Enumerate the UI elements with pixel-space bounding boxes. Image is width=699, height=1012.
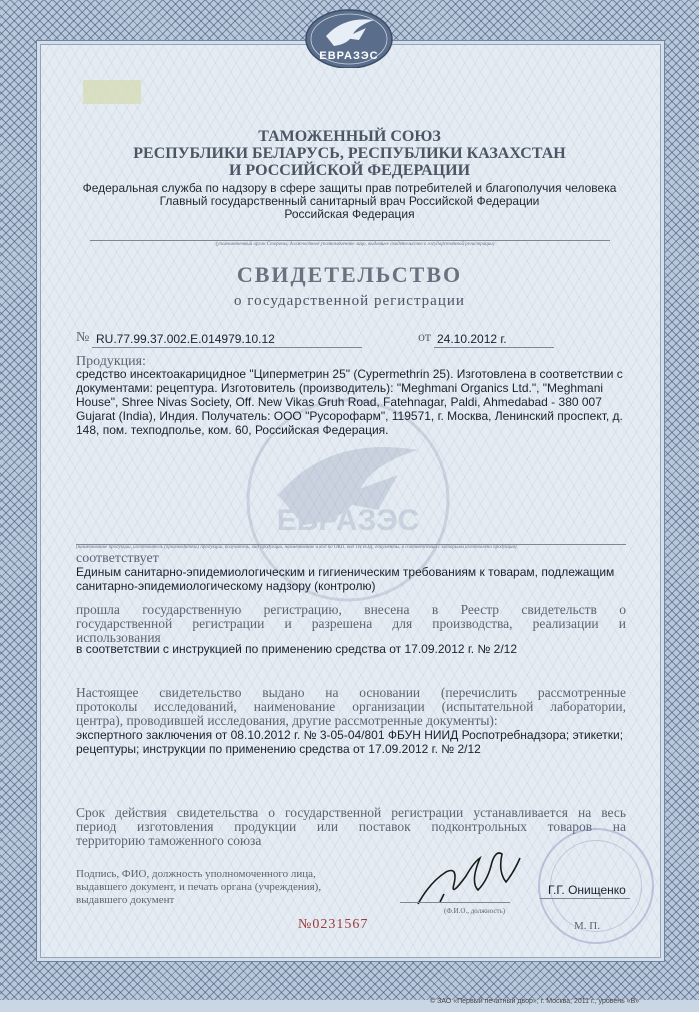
authority-rule (90, 240, 610, 241)
printer-footer: © ЗАО «Первый печатный двор», г. Москва, 2011 г., уровень «В» (430, 998, 640, 1005)
product-caption: (наименование продукции, изготовитель (производитель) продукции, получатель, вид продукции, наименование и код по ОКП, код ТН ВЭД, документы, в соответствии с которыми изготовлена продукция) (76, 545, 517, 550)
product-line-2: документами: рецептура. Изготовитель (производитель): "Meghmani Organics Ltd.", "Meghmani (76, 381, 604, 395)
date-rule (434, 347, 554, 348)
conformity-label: соответствует (76, 551, 159, 566)
signature-rule (400, 902, 510, 903)
registry-line-3: использования (76, 630, 161, 645)
product-line-1: средство инсектоакарицидное "Циперметрин 25" (Cypermethrin 25). Изготовлена в соответствии с (76, 367, 623, 381)
basis-value-2: рецептуры; инструкции по применению средства от 17.09.2012 г. № 2/12 (76, 742, 481, 756)
signature-caption-2: выдавшего документ, и печать органа (учреждения), (76, 881, 322, 893)
registration-date: 24.10.2012 г. (437, 332, 507, 346)
blank-serial-number: №0231567 (298, 917, 369, 932)
agency-official: Главный государственный санитарный врач Российской Федерации (159, 194, 540, 208)
agency-country: Российская Федерация (284, 207, 415, 221)
logo-text: ЕВРАЗЭС (319, 50, 379, 62)
signature-caption-3: выдавшего документ (76, 894, 175, 906)
registry-line-1: прошла государственную регистрацию, внесена в Реестр свидетельств о (76, 602, 626, 617)
number-rule (92, 347, 362, 348)
conformity-line-1: Единым санитарно-эпидемиологическим и гигиеническим требованиям к товарам, подлежащим (76, 565, 615, 579)
union-title-line1: ТАМОЖЕННЫЙ СОЮЗ (258, 128, 441, 145)
seal-place-label: М. П. (574, 920, 600, 932)
svg-text:ЕВРАЗЭС: ЕВРАЗЭС (276, 504, 420, 537)
product-line-5: 148, пом. техподполье, ком. 60, Российская Федерация. (76, 423, 389, 437)
signature-caption-1: Подпись, ФИО, должность уполномоченного лица, (76, 868, 316, 880)
product-line-4: Gujarat (India), Индия. Получатель: ООО "Русорофарм", 119571, г. Москва, Ленинский проспект, д. (76, 409, 623, 423)
certificate-title: СВИДЕТЕЛЬСТВО (236, 262, 463, 287)
product-label: Продукция: (76, 354, 146, 369)
validity-line-3: территорию таможенного союза (76, 833, 262, 848)
number-label: № (76, 330, 90, 345)
validity-line-1: Срок действия свидетельства о государственной регистрации устанавливается на весь (76, 805, 626, 820)
date-label: от (418, 330, 431, 345)
union-title-line2: РЕСПУБЛИКИ БЕЛАРУСЬ, РЕСПУБЛИКИ КАЗАХСТАН (133, 145, 566, 162)
signatory-name: Г.Г. Онищенко (548, 883, 626, 897)
conformity-line-2: санитарно-эпидемиологическому надзору (контролю) (76, 579, 376, 593)
registration-number: RU.77.99.37.002.E.014979.10.12 (96, 332, 275, 346)
basis-value-1: экспертного заключения от 08.10.2012 г. № 3-05-04/801 ФБУН НИИД Роспотребнадзора; этикетки; (76, 728, 624, 742)
registry-value: в соответствии с инструкцией по применению средства от 17.09.2012 г. № 2/12 (76, 642, 518, 656)
name-caption: (Ф.И.О., должность) (444, 907, 506, 915)
hologram-patch (83, 80, 141, 104)
validity-line-2: период изготовления продукции или поставок подконтрольных товаров на (76, 819, 626, 834)
union-title-line3: И РОССИЙСКОЙ ФЕДЕРАЦИИ (228, 162, 471, 179)
authority-caption: (уполномоченный орган Стороны, должностное уполномоченное лицо, выдавшее свидетельство о государственной регистрации) (215, 242, 495, 247)
basis-line-1: Настоящее свидетельство выдано на основании (перечислить рассмотренные (76, 685, 626, 700)
handwritten-signature-icon (410, 832, 560, 912)
basis-line-2: протоколы исследований, наименование организации (испытательной лаборатории, (76, 699, 626, 714)
name-rule (540, 898, 630, 899)
product-line-3: House", Shree Nivas Society, Off. New Vikas Gruh Road, Fatehnagar, Paldi, Ahmedabad - 380 007 (76, 395, 602, 409)
certificate-subtitle: о государственной регистрации (234, 293, 465, 309)
registry-line-2: государственной регистрации и разрешена для производства, реализации и (76, 616, 626, 631)
agency-name: Федеральная служба по надзору в сфере защиты прав потребителей и благополучия человека (82, 181, 617, 195)
basis-line-3: центра), проводившей исследования, другие рассмотренные документы): (76, 713, 498, 728)
